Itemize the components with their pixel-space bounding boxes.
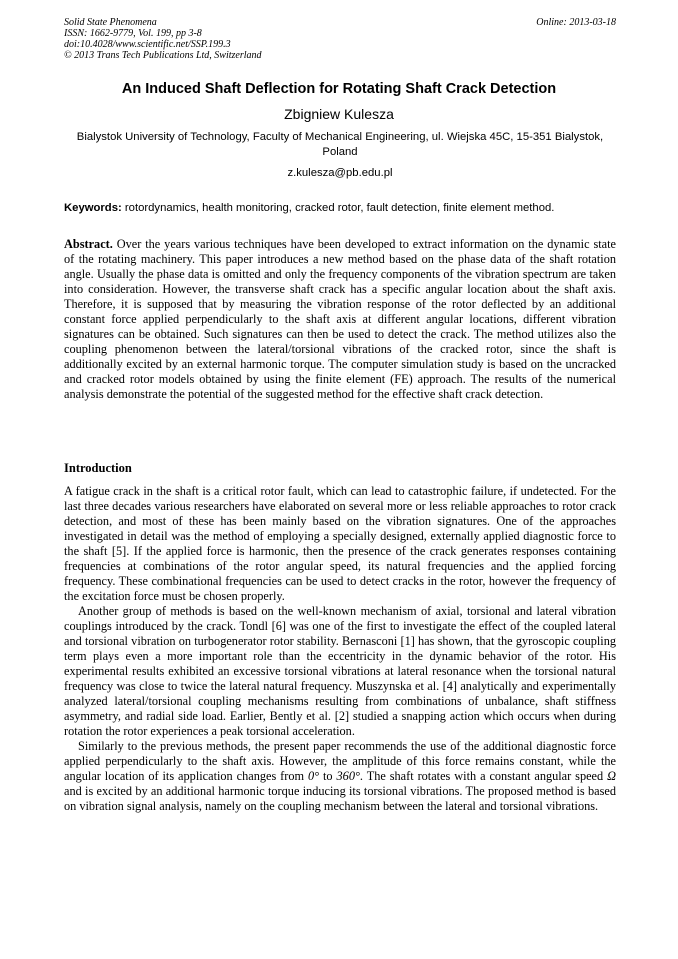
doi-line: doi:10.4028/www.scientific.net/SSP.199.3 (64, 39, 231, 50)
issn-line: ISSN: 1662-9779, Vol. 199, pp 3-8 (64, 28, 202, 39)
omega-symbol: Ω (607, 769, 617, 783)
p3-part-b: . The shaft rotates with a constant angular speed (359, 769, 604, 783)
author-affiliation: Bialystok University of Technology, Faculty of Mechanical Engineering, ul. Wiejska 45C, 15-351 Bialystok, Poland (76, 131, 604, 158)
author-email: z.kulesza@pb.edu.pl (287, 167, 393, 179)
introduction-body (64, 484, 616, 814)
journal-name: Solid State Phenomena (64, 17, 157, 28)
p3-part-a: Similarly to the previous methods, the present paper recommends the use of the additional diagnostic force applied perpendicularly to the shaft axis. However, the amplitude of this force remains constant, while the angular location of its application changes from (64, 739, 616, 783)
abstract (64, 237, 616, 402)
journal-header (64, 17, 616, 61)
copyright-line: © 2013 Trans Tech Publications Ltd, Switzerland (64, 50, 262, 61)
online-date: Online: 2013-03-18 (536, 17, 616, 28)
angle-to: 360° (336, 769, 360, 783)
keywords-text: rotordynamics, health monitoring, cracked rotor, fault detection, finite element method. (124, 202, 555, 214)
p3-to-word: to (323, 769, 333, 783)
intro-paragraph-2: Another group of methods is based on the well-known mechanism of axial, torsional and lateral vibration couplings introduced by the crack. Tondl [6] was one of the first to investigate the effect of the coupled lateral and torsional vibration on turbogenerator rotor stability. Bernasconi [1] has shown, that the gyroscopic coupling term plays even a more important role than the eccentricity in the dynamic behavior of the rotor. His experimental results exhibited an excessive torsional vibrations at lateral resonance when the torsional natural frequency was close to twice the lateral natural frequency. Muszynska et al. [4] analytically and experimentally analyzed lateral/torsional coupling mechanisms resulting from combinations of unbalance, shaft stiffness asymmetry, and radial side load. Earlier, Bently et al. [2] studied a snapping action which occurs when during rotation the rotor experiences a peak torsional acceleration. (64, 604, 616, 738)
intro-paragraph-3 (64, 739, 616, 814)
p3-part-c: and is excited by an additional harmonic torque inducing its torsional vibrations. The proposed method is based on vibration signal analysis, namely on the coupling mechanism between the lateral and torsional vibrations. (64, 784, 616, 813)
introduction-heading: Introduction (64, 461, 132, 475)
abstract-label: Abstract. (64, 237, 113, 251)
angle-from: 0° (308, 769, 320, 783)
author-name: Zbigniew Kulesza (284, 106, 394, 122)
intro-paragraph-1: A fatigue crack in the shaft is a critical rotor fault, which can lead to catastrophic failure, if undetected. For the last three decades various researchers have elaborated on several more or less reliable approaches to rotor crack detection, and most of these has been mainly based on the vibration signatures. One of the approaches investigated in detail was the method of employing a specially designed, externally applied diagnostic force to the shaft [5]. If the applied force is harmonic, then the presence of the crack generates responses containing frequencies at combinations of the rotor angular speed, its natural frequencies and the applied forcing frequency. These combinational frequencies can be used to detect cracks in the rotor, however the frequency of the excitation force must be chosen properly. (64, 484, 616, 603)
abstract-text: Over the years various techniques have been developed to extract information on the dynamic state of the rotating machinery. This paper introduces a new method based on the phase data of the shaft rotation angle. Usually the phase data is omitted and only the frequency components of the vibration spectrum are taken into consideration. However, the transverse shaft crack has a specific angular location about the shaft axis. Therefore, it is supposed that by measuring the vibration response of the rotor deflected by an additional constant force applied perpendicularly to the shaft axis at different angular locations, different vibration signatures can be obtained. Such signatures can then be used to detect the crack. The method utilizes also the coupling phenomenon between the lateral/torsional vibrations of the cracked rotor, since the shaft is additionally excited by an external harmonic torque. The computer simulation study is based on the uncracked and cracked rotor models obtained by using the finite element (FE) approach. The results of the numerical analysis demonstrate the potential of the suggested method for the effective shaft crack detection. (64, 237, 616, 401)
paper-title: An Induced Shaft Deflection for Rotating Shaft Crack Detection (121, 81, 557, 97)
keywords-label: Keywords: (64, 202, 122, 214)
keywords (64, 201, 616, 216)
